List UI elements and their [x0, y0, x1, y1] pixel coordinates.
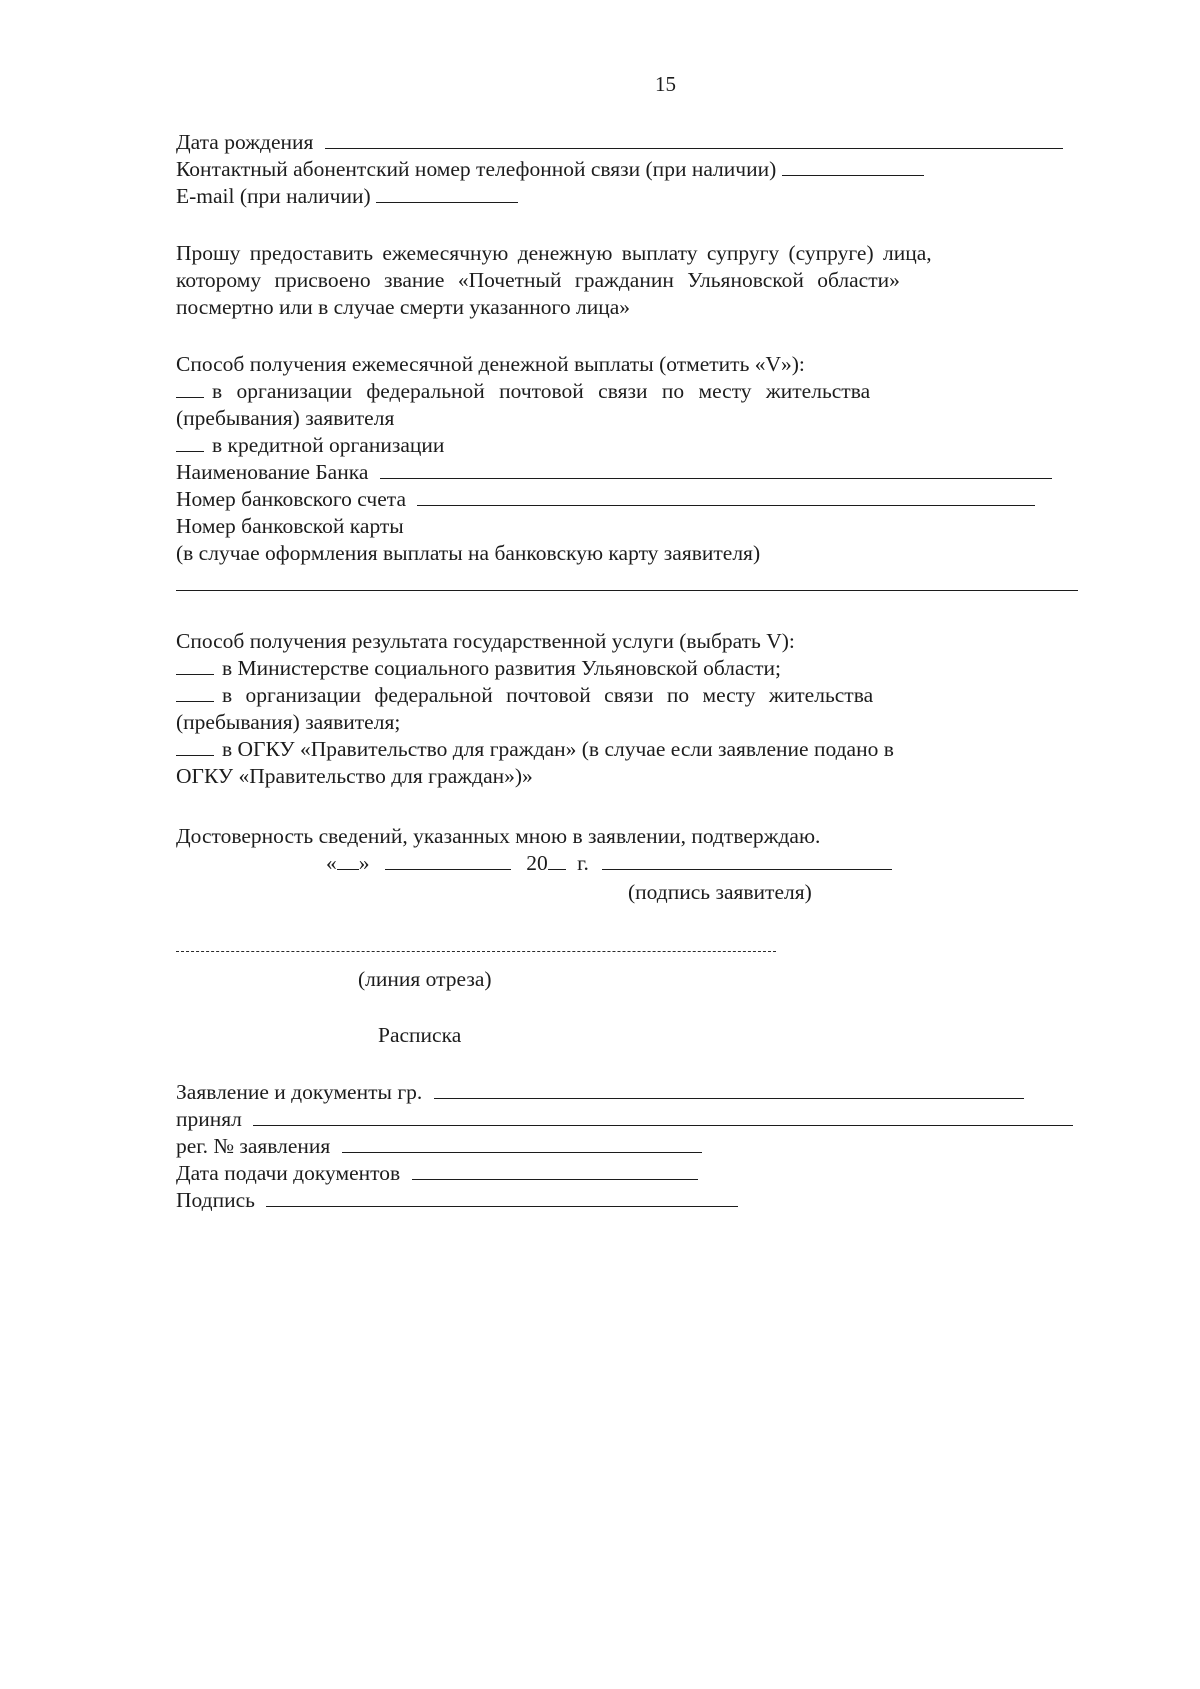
birth-date-label: Дата рождения	[176, 130, 314, 154]
confirm-text: Достоверность сведений, указанных мною в заявлении, подтверждаю.	[176, 824, 821, 848]
receipt-reg-no-label: рег. № заявления	[176, 1134, 331, 1158]
payment-post-label: в организации федеральной почтовой связи по месту жительства	[212, 379, 871, 403]
result-ministry-label: в Министерстве социального развития Ульяновской области;	[222, 656, 781, 680]
receipt-submit-date	[176, 1159, 698, 1187]
receipt-title: Расписка	[378, 1023, 462, 1047]
request-line-2: которому присвоено звание «Почетный гражданин Ульяновской области»	[176, 268, 900, 292]
bank-account-blank[interactable]	[417, 485, 1035, 506]
result-ogku-checkbox[interactable]	[176, 735, 214, 756]
email-field	[176, 182, 518, 210]
result-post-label: в организации федеральной почтовой связи по месту жительства	[222, 683, 874, 707]
receipt-reg-no	[176, 1132, 702, 1160]
bank-card-note: (в случае оформления выплаты на банковскую карту заявителя)	[176, 541, 761, 565]
result-option-post	[176, 681, 873, 709]
receipt-accepted-by-blank[interactable]	[253, 1105, 1073, 1126]
receipt-accepted-by-label: принял	[176, 1107, 242, 1131]
result-option-ogku	[176, 735, 894, 763]
bank-account-label: Номер банковского счета	[176, 487, 406, 511]
payment-option-bank	[176, 431, 444, 459]
result-ministry-checkbox[interactable]	[176, 654, 214, 675]
year-suffix: г.	[577, 851, 589, 875]
result-post-checkbox[interactable]	[176, 681, 214, 702]
bank-card-label: Номер банковской карты	[176, 514, 404, 538]
email-blank[interactable]	[376, 182, 518, 203]
page-number: 15	[655, 72, 676, 96]
phone-blank[interactable]	[782, 155, 924, 176]
bank-name-label: Наименование Банка	[176, 460, 369, 484]
birth-date-field	[176, 128, 1063, 156]
year-blank[interactable]	[548, 849, 566, 870]
receipt-signature-blank[interactable]	[266, 1186, 738, 1207]
payment-heading: Способ получения ежемесячной денежной выплаты (отметить «V»):	[176, 352, 805, 376]
year-prefix: 20	[526, 851, 548, 875]
cut-line-caption: (линия отреза)	[358, 967, 492, 991]
receipt-accepted-by	[176, 1105, 1073, 1133]
receipt-signature	[176, 1186, 738, 1214]
result-option-ogku-cont: ОГКУ «Правительство для граждан»)»	[176, 764, 533, 788]
result-option-post-cont: (пребывания) заявителя;	[176, 710, 401, 734]
cut-line	[176, 951, 776, 952]
result-ogku-label: в ОГКУ «Правительство для граждан» (в случае если заявление подано в	[222, 737, 894, 761]
receipt-docs-from-blank[interactable]	[434, 1078, 1024, 1099]
signature-caption: (подпись заявителя)	[628, 880, 812, 904]
day-blank[interactable]	[337, 849, 359, 870]
receipt-docs-from-label: Заявление и документы гр.	[176, 1080, 423, 1104]
result-option-ministry	[176, 654, 781, 682]
bank-account-field	[176, 485, 1035, 513]
birth-date-blank[interactable]	[325, 128, 1063, 149]
email-label: E-mail (при наличии)	[176, 184, 371, 208]
receipt-reg-no-blank[interactable]	[342, 1132, 702, 1153]
date-open-quote: «	[326, 851, 337, 875]
payment-post-checkbox[interactable]	[176, 377, 204, 398]
payment-bank-checkbox[interactable]	[176, 431, 204, 452]
signature-blank[interactable]	[602, 849, 892, 870]
month-blank[interactable]	[385, 849, 511, 870]
receipt-signature-label: Подпись	[176, 1188, 255, 1212]
request-line-1	[176, 239, 966, 267]
bank-card-blank[interactable]	[176, 590, 1078, 591]
request-line-3: посмертно или в случае смерти указанного лица»	[176, 295, 630, 319]
confirm-date-line	[326, 849, 892, 877]
request-text-1: Прошу предоставить ежемесячную денежную выплату супругу (супруге) лица,	[176, 241, 932, 265]
receipt-submit-date-label: Дата подачи документов	[176, 1161, 401, 1185]
payment-option-post	[176, 377, 870, 405]
bank-name-blank[interactable]	[380, 458, 1052, 479]
payment-bank-label: в кредитной организации	[212, 433, 445, 457]
phone-label: Контактный абонентский номер телефонной связи (при наличии)	[176, 157, 777, 181]
date-close-quote: »	[358, 851, 370, 875]
payment-option-post-cont: (пребывания) заявителя	[176, 406, 395, 430]
result-heading: Способ получения результата государственной услуги (выбрать V):	[176, 629, 795, 653]
bank-name-field	[176, 458, 1052, 486]
receipt-submit-date-blank[interactable]	[412, 1159, 698, 1180]
phone-field	[176, 155, 924, 183]
receipt-docs-from	[176, 1078, 1024, 1106]
